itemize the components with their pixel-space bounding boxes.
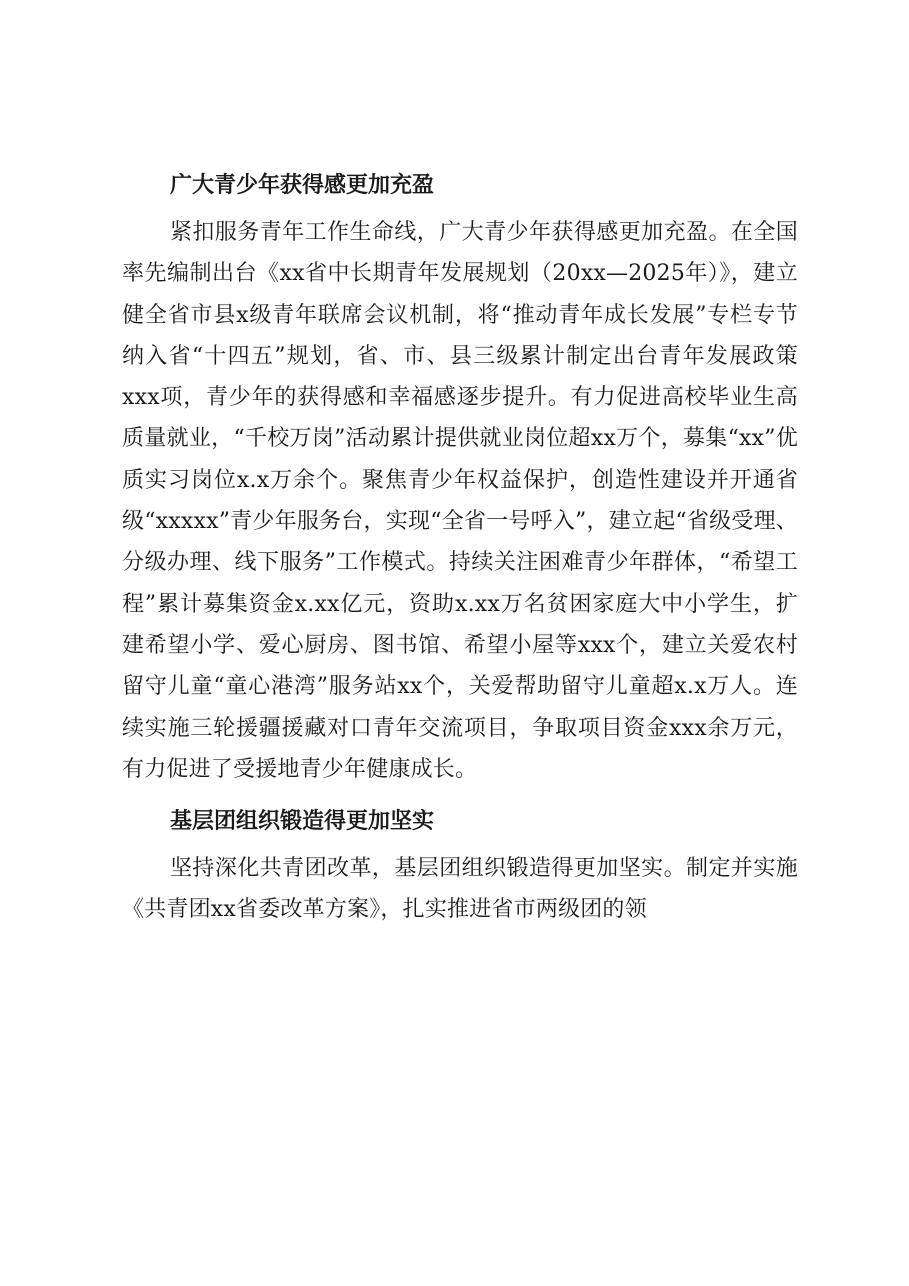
section-heading-1: 广大青少年获得感更加充盈 [170, 173, 435, 198]
section-paragraph-2: 坚持深化共青团改革，基层团组织锻造得更加坚实。制定并实施《共青团xx省委改革方案》，扎实推进省市两级团的领 [122, 856, 798, 923]
section-paragraph-1: 紧扣服务青年工作生命线，广大青少年获得感更加充盈。在全国率先编制出台《xx省中长期青年发展规划（20xx—2025年）》，建立健全省市县x级青年联席会议机制，将“推动青年成长发展”专栏专节纳入省“十四五”规划，省、市、县三级累计制定出台青年发展政策xxx项，青少年的获得感和幸福感逐步提升。有力促进高校毕业生高质量就业，“千校万岗”活动累计提供就业岗位超xx万个，募集“xx”优质实习岗位x.x万余个。聚焦青少年权益保护，创造性建设并开通省级“xxxxx”青少年服务台，实现“全省一号呼入”，建立起“省级受理、分级办理、线下服务”工作模式。持续关注困难青少年群体，“希望工程”累计募集资金x.xx亿元，资助x.xx万名贫困家庭大中小学生，扩建希望小学、爱心厨房、图书馆、希望小屋等xxx个，建立关爱农村留守儿童“童心港湾”服务站xx个，关爱帮助留守儿童超x.x万人。连续实施三轮援疆援藏对口青年交流项目，争取项目资金xxx余万元，有力促进了受援地青少年健康成长。 [122, 220, 798, 782]
document-body [122, 160, 798, 931]
section-heading-2: 基层团组织锻造得更加坚实 [170, 809, 435, 835]
